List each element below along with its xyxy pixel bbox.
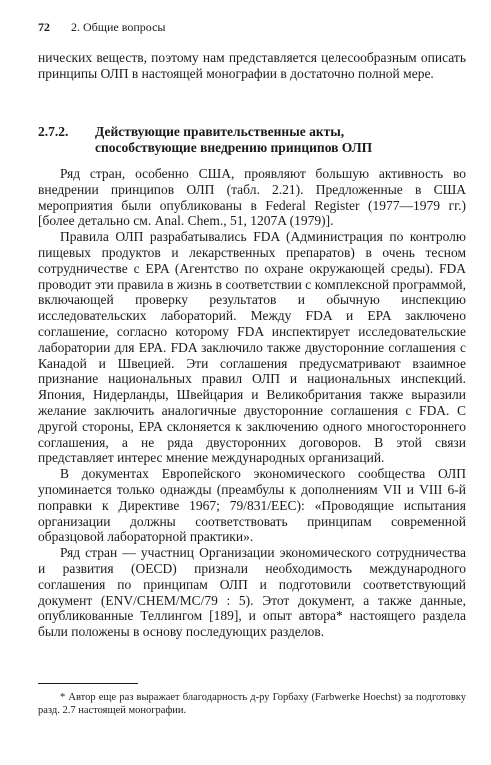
paragraph-2: Правила ОЛП разрабатывались FDA (Администрация по контролю пищевых продуктов и лекарственных препаратов) в очень тесном сотрудничестве с EPA (Агентство по охране окружающей среды). FDA проводит эти правила в жизнь в соответствии с комплексной программой, включающей проверку результатов и обычную инспекцию исследовательских лабораторий. Между FDA и EPA заключено соглашение, согласно которому FDA инспектирует исследовательские лаборатории для EPA. FDA заключило также двусторонние соглашения с Канадой и Швецией. Эти соглашения предусматривают взаимное признание национальных правил ОЛП и национальных инспекций. Япония, Нидерланды, Швейцария и Великобритания также выразили желание заключить аналогичные двусторонние соглашения с FDA. С другой стороны, EPA склоняется к заключению одного многостороннего соглашения, а не ряда двусторонних договоров. В этой связи представляет интерес мнение международных организаций. — [38, 229, 466, 466]
paragraph-4: Ряд стран — участниц Организации экономического сотрудничества и развития (OECD) признали необходимость международного соглашения по принципам ОЛП и подготовили соответствующий документ (ENV/CHEM/MC/79 : 5). Этот документ, а также данные, опубликованные Теллингом [189], и опыт автора* настоящего раздела были положены в основу последующих разделов. — [38, 545, 466, 640]
paragraph-1: Ряд стран, особенно США, проявляют большую активность во внедрении принципов ОЛП (табл. 2.21). Предложенные в США мероприятия были опубликованы в Federal Register (1977—1979 гг.) [более детально см. Anal. Chem., 51, 1207A (1979)]. — [38, 166, 466, 229]
section-heading — [38, 124, 466, 156]
continued-paragraph: нических веществ, поэтому нам представляется целесообразным описать принципы ОЛП в настоящей монографии в достаточно полной мере. — [38, 50, 466, 81]
footnote: * Автор еще раз выражает благодарность д-ру Горбаху (Farbwerke Hoechst) за подготовку разд. 2.7 настоящей монографии. — [38, 692, 466, 716]
section-body — [38, 166, 466, 640]
running-head — [38, 20, 165, 35]
section-number: 2.7.2. — [38, 124, 69, 139]
footnote-divider — [38, 683, 138, 684]
page-number: 72 — [38, 20, 50, 34]
chapter-title: 2. Общие вопросы — [71, 20, 166, 34]
section-title: Действующие правительственные акты, способствующие внедрению принципов ОЛП — [95, 124, 373, 155]
paragraph-3: В документах Европейского экономического сообщества ОЛП упоминается только однажды (преамбулы к дополнениям VII и VIII 6-й поправки к Директиве 1967; 79/831/EEC): «Проводящие испытания организации должны соответствовать принципам современной образцовой лабораторной практики». — [38, 466, 466, 545]
